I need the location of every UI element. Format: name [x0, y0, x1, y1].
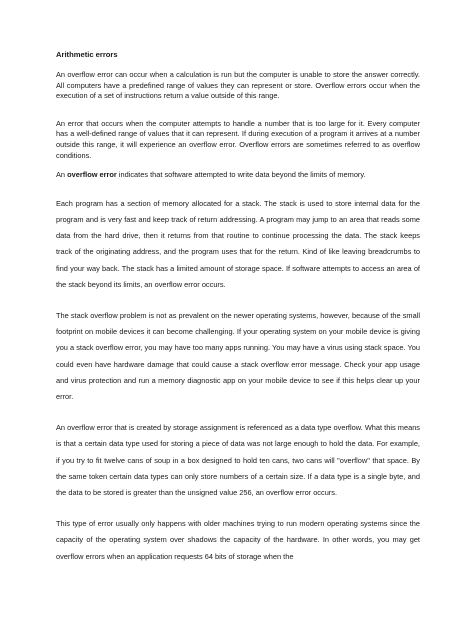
paragraph-stack: Each program has a section of memory allocated for a stack. The stack is used to store internal data for the program and is very fast and keep track of return addressing. A program may jump to an area that reads some data from the hard drive, then it returns from that routine to continue processing the data. The stack keeps track of the originating address, and the program uses that for the return. Kind of like leaving breadcrumbs to find your way back. The stack has a limited amount of storage space. If software attempts to access an area of the stack beyond its limits, an overflow error occurs.	[56, 198, 420, 289]
paragraph-definition: An error that occurs when the computer attempts to handle a number that is too large for it. Every computer has a well-defined range of values that it can represent. If during execution of a program it arrives at a number outside this range, it will experience an overflow error. Overflow errors are sometimes referred to as overflow conditions.	[56, 118, 420, 160]
paragraph-data-type-overflow: An overflow error that is created by storage assignment is referenced as a data type overflow. What this means is that a certain data type used for storing a piece of data was not large enough to hold the data. For example, if you try to fit twelve cans of soup in a box designed to hold ten cans, two cans will "overflow" that space. By the same token certain data types can only store numbers of a certain size. If a data type is a single byte, and the data to be stored is greater than the unsigned value 256, an overflow error occurs.	[56, 423, 420, 497]
paragraph-intro: An overflow error can occur when a calculation is run but the computer is unable to store the answer correctly. All computers have a predefined range of values they can represent or store. Overflow errors occur when the execution of a set of instructions return a value outside of this range.	[56, 70, 420, 101]
paragraph-memory-limits-suffix: indicates that software attempted to write data beyond the limits of memory.	[116, 170, 366, 180]
paragraph-older-machines: This type of error usually only happens with older machines trying to run modern operating systems since the capacity of the operating system over shadows the capacity of the hardware. In other words, you may get overflow errors when an application requests 64 bits of storage when the	[56, 519, 420, 561]
paragraph-stack-overflow: The stack overflow problem is not as prevalent on the newer operating systems, however, because of the small footprint on mobile devices it can become challenging. If your operating system on your mobile device is giving you a stack overflow error, you may have too many apps running. You may have a virus using stack space. You could even have hardware damage that could cause a stack overflow error message. Check your app usage and virus protection and run a memory diagnostic app on your mobile device to see if this helps clear up your error.	[56, 310, 420, 401]
document-title: Arithmetic errors	[56, 50, 118, 59]
document-page	[56, 50, 420, 565]
paragraph-memory-limits-prefix: An	[56, 170, 68, 180]
paragraph-memory-limits	[56, 170, 420, 181]
overflow-error-term: overflow error	[67, 170, 117, 180]
